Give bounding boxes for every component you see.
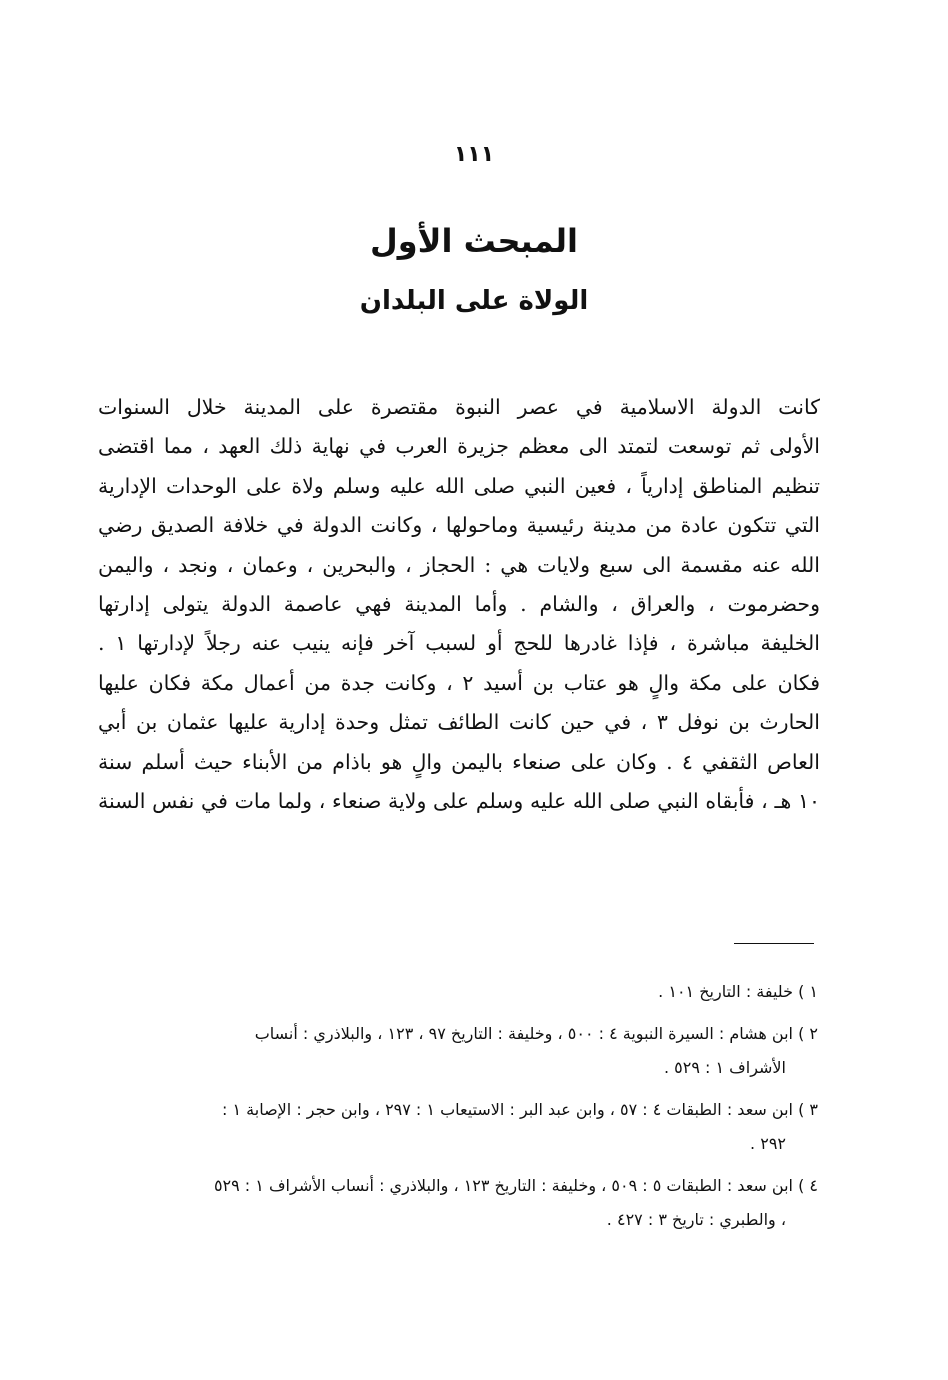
footnote-4 bbox=[134, 1169, 818, 1237]
body-line: الأولى ثم توسعت لتمتد الى معظم جزيرة العرب في نهاية ذلك العهد ، مما اقتضى bbox=[98, 434, 820, 459]
page-number: ١١١ bbox=[453, 142, 495, 167]
footnote-line: ٣ ) ابن سعد : الطبقات ٤ : ٥٧ ، وابن عبد البر : الاستيعاب ١ : ٢٩٧ ، وابن حجر : الإصابة ١ : bbox=[222, 1100, 818, 1119]
body-line: التي تتكون عادة من مدينة رئيسية وماحولها ، وكانت الدولة في خلافة الصديق رضي bbox=[98, 513, 820, 538]
body-line: تنظيم المناطق إدارياً ، فعين النبي صلى الله عليه وسلم ولاة على الوحدات الإدارية bbox=[98, 473, 820, 498]
body-line: العاص الثقفي ٤ . وكان على صنعاء باليمن والٍ هو باذام من الأبناء حيث أسلم سنة bbox=[98, 749, 820, 774]
footnote-line: الأشراف ١ : ٥٢٩ . bbox=[663, 1058, 786, 1077]
footnote-line: ، والطبري : تاريخ ٣ : ٤٢٧ . bbox=[606, 1210, 786, 1229]
body-line: الخليفة مباشرة ، فإذا غادرها للحج أو لسبب آخر فإنه ينيب عنه رجلاً لإدارتها ١ . bbox=[98, 631, 820, 656]
footnote-3 bbox=[134, 1093, 818, 1161]
footnote-2 bbox=[134, 1017, 818, 1085]
footnote-line: ٢٩٢ . bbox=[750, 1134, 786, 1153]
section-subtitle: الولاة على البلدان bbox=[359, 286, 589, 316]
footnote-line: ١ ) خليفة : التاريخ ١٠١ . bbox=[658, 982, 818, 1001]
footnotes bbox=[134, 975, 818, 1245]
body-line: كانت الدولة الاسلامية في عصر النبوة مقتصرة على المدينة خلال السنوات bbox=[98, 395, 820, 419]
body-line: الحارث بن نوفل ٣ ، في حين كانت الطائف تمثل وحدة إدارية عليها عثمان بن أبي bbox=[98, 710, 820, 735]
body-line: ١٠ هـ ، فأبقاه النبي صلى الله عليه وسلم على ولاية صنعاء ، ولما مات في نفس السنة bbox=[98, 789, 820, 814]
footnote-divider bbox=[734, 943, 814, 944]
footnote-line: ٢ ) ابن هشام : السيرة النبوية ٤ : ٥٠٠ ، وخليفة : التاريخ ٩٧ ، ١٢٣ ، والبلاذري : أنساب bbox=[254, 1024, 818, 1043]
body-line: فكان على مكة والٍ هو عتاب بن أسيد ٢ ، وكانت جدة من أعمال مكة فكان عليها bbox=[98, 670, 820, 695]
body-line: الله عنه مقسمة الى سبع ولايات هي : الحجاز ، والبحرين ، وعمان ، ونجد ، واليمن bbox=[98, 552, 820, 577]
footnote-1 bbox=[134, 975, 818, 1009]
body-line: وحضرموت ، والعراق ، والشام . وأما المدينة فهي عاصمة الدولة يتولى إدارتها bbox=[98, 592, 820, 617]
footnote-line: ٤ ) ابن سعد : الطبقات ٥ : ٥٠٩ ، وخليفة : التاريخ ١٢٣ ، والبلاذري : أنساب الأشراف ١ : ٥٢٩ bbox=[213, 1176, 818, 1195]
body-text bbox=[98, 388, 820, 821]
section-title: المبحث الأول bbox=[369, 222, 579, 260]
